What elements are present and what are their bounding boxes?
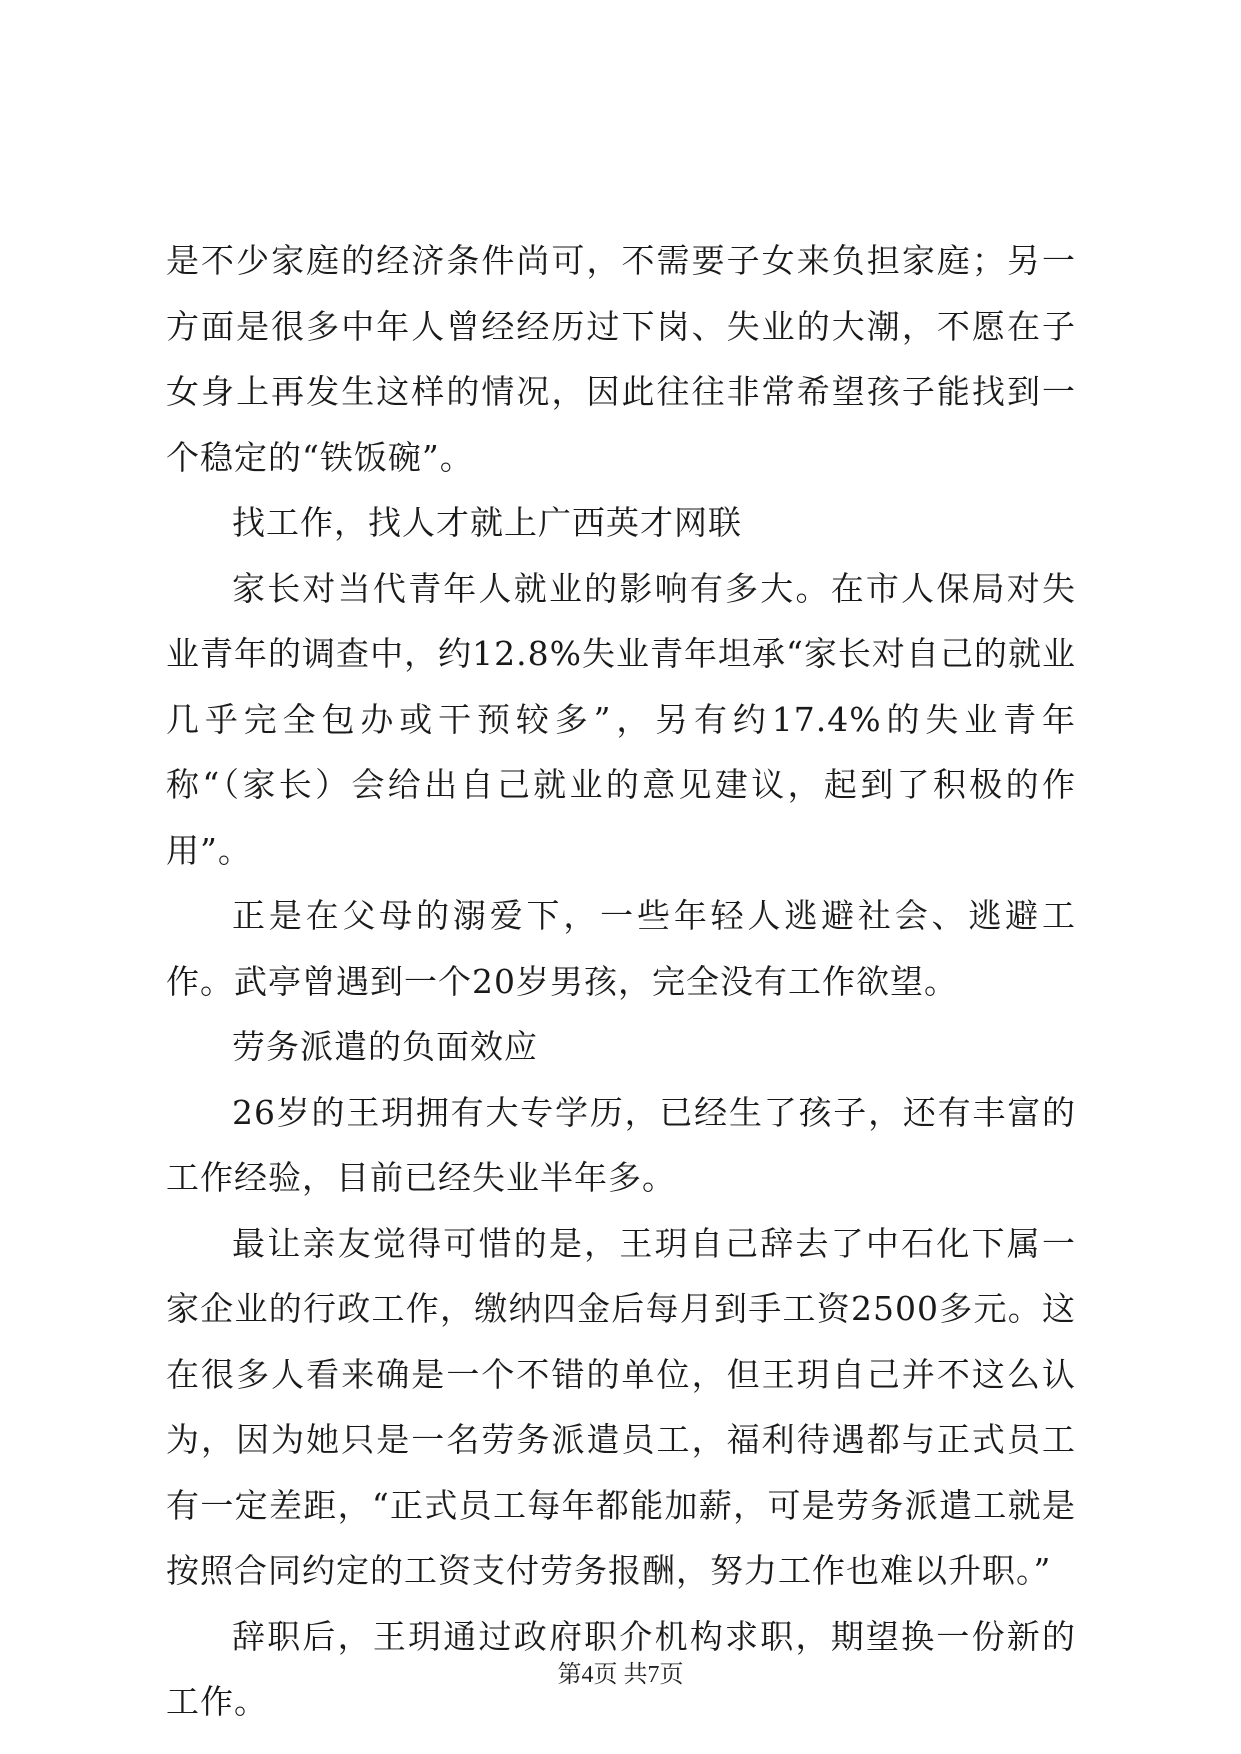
paragraph-7: 辞职后，王玥通过政府职介机构求职，期望换一份新的工作。 (166, 1616, 1076, 1721)
section-heading: 劳务派遣的负面效应 (232, 1027, 538, 1066)
page-number-label: 第4页 共7页 (557, 1662, 684, 1688)
paragraph-3: 家长对当代青年人就业的影响有多大。在市人保局对失业青年的调查中，约12.8%失业青年坦承“家长对自己的就业几乎完全包办或干预较多”，另有约17.4%的失业青年称“（家长）会给出自己就业的意见建议，起到了积极的作用”。 (166, 568, 1076, 870)
paragraph-1: 是不少家庭的经济条件尚可，不需要子女来负担家庭；另一方面是很多中年人曾经经历过下岗、失业的大潮，不愿在子女身上再发生这样的情况，因此往往非常希望孩子能找到一个稳定的“铁饭碗”。 (166, 241, 1076, 477)
paragraph-2: 找工作，找人才就上广西英才网联 (232, 503, 742, 542)
page-footer (0, 1654, 1241, 1689)
paragraph-6: 最让亲友觉得可惜的是，王玥自己辞去了中石化下属一家企业的行政工作，缴纳四金后每月到手工资2500多元。这在很多人看来确是一个不错的单位，但王玥自己并不这么认为，因为她只是一名劳务派遣员工，福利待遇都与正式员工有一定差距，“正式员工每年都能加薪，可是劳务派遣工就是按照合同约定的工资支付劳务报酬，努力工作也难以升职。” (166, 1223, 1076, 1590)
document-body (166, 228, 1076, 1735)
paragraph-4: 正是在父母的溺爱下，一些年轻人逃避社会、逃避工作。武亭曾遇到一个20岁男孩，完全没有工作欲望。 (166, 896, 1076, 1001)
paragraph-5: 26岁的王玥拥有大专学历，已经生了孩子，还有丰富的工作经验，目前已经失业半年多。 (166, 1092, 1076, 1197)
